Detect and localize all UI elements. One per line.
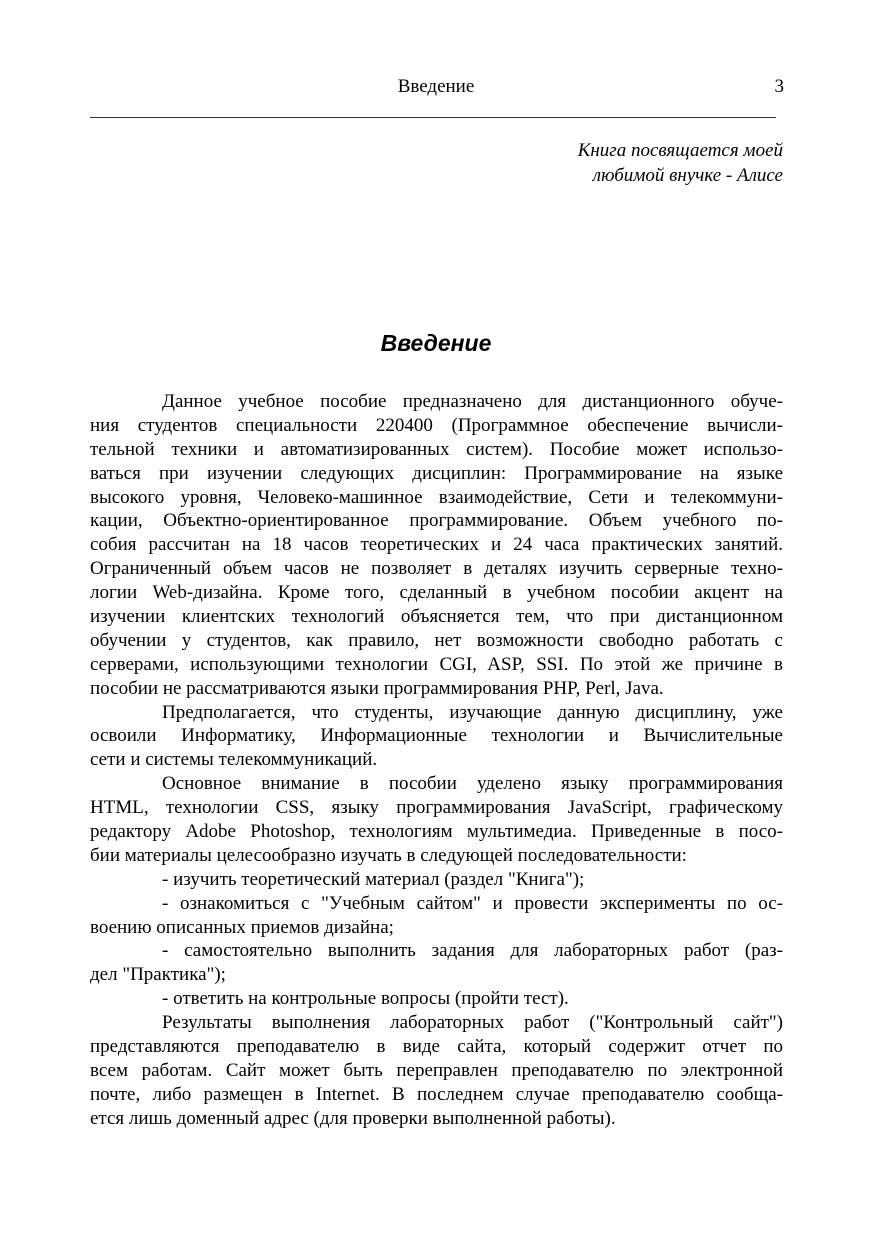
text-line: серверами, использующими технологии CGI, ASP, SSI. По этой же причине в xyxy=(90,653,783,675)
text-line: пособии не рассматриваются языки программирования PHP, Perl, Java. xyxy=(90,677,664,699)
page-number: 3 xyxy=(774,76,784,97)
text-line: обучении у студентов, как правило, нет возможности свободно работать с xyxy=(90,629,783,651)
text-line: бии материалы целесообразно изучать в следующей последовательности: xyxy=(90,844,687,866)
text-line: - ознакомиться с "Учебным сайтом" и провести эксперименты по ос- xyxy=(162,892,783,914)
text-line: Основное внимание в пособии уделено языку программирования xyxy=(162,773,783,795)
dedication-line: Книга посвящается моей xyxy=(577,140,783,161)
paragraph xyxy=(90,1011,783,1130)
text-line: всем работам. Сайт может быть переправлен преподавателю по электронной xyxy=(90,1059,783,1081)
paragraph xyxy=(90,772,783,868)
text-line: Результаты выполнения лабораторных работ ("Контрольный сайт") xyxy=(162,1012,783,1034)
paragraph xyxy=(90,390,783,701)
text-line: - изучить теоретический материал (раздел "Книга"); xyxy=(162,868,585,890)
text-line: ется лишь доменный адрес (для проверки выполненной работы). xyxy=(90,1107,616,1129)
text-line: Данное учебное пособие предназначено для дистанционного обуче- xyxy=(162,391,783,412)
text-line: освоили Информатику, Информационные технологии и Вычислительные xyxy=(90,725,783,747)
text-line: представляются преподавателю в виде сайта, который содержит отчет по xyxy=(90,1036,783,1058)
paragraph xyxy=(90,892,783,940)
text-line: - ответить на контрольные вопросы (пройти тест). xyxy=(162,988,569,1010)
text-line: Предполагается, что студенты, изучающие данную дисциплину, уже xyxy=(162,701,783,723)
running-header-title: Введение xyxy=(397,76,475,97)
text-line: ваться при изучении следующих дисциплин: Программирование на языке xyxy=(90,462,783,484)
text-line: почте, либо размещен в Internet. В последнем случае преподавателю сообща- xyxy=(90,1083,783,1105)
text-line: сети и системы телекоммуникаций. xyxy=(90,749,378,771)
paragraph xyxy=(90,701,783,773)
text-line: воению описанных приемов дизайна; xyxy=(90,916,394,938)
text-line: Ограниченный объем часов не позволяет в деталях изучить серверные техно- xyxy=(90,558,783,580)
dedication xyxy=(578,138,783,188)
body-text xyxy=(90,390,783,1131)
section-heading: Введение xyxy=(380,330,492,356)
text-line: логии Web-дизайна. Кроме того, сделанный в учебном пособии акцент на xyxy=(90,582,783,604)
text-line: дел "Практика"); xyxy=(90,964,226,986)
dedication-line: любимой внучке - Алисе xyxy=(592,165,783,186)
text-line: тельной техники и автоматизированных систем). Пособие может использо- xyxy=(90,438,783,460)
text-line: собия рассчитан на 18 часов теоретических и 24 часа практических занятий. xyxy=(90,534,783,556)
text-line: HTML, технологии CSS, языку программирования JavaScript, графическому xyxy=(90,797,783,819)
paragraph xyxy=(90,868,783,892)
text-line: - самостоятельно выполнить задания для лабораторных работ (раз- xyxy=(162,940,783,962)
text-line: редактору Adobe Photoshop, технологиям мультимедиа. Приведенные в посо- xyxy=(90,821,783,843)
text-line: высокого уровня, Человеко-машинное взаимодействие, Сети и телекоммуни- xyxy=(90,486,783,508)
paragraph xyxy=(90,939,783,987)
paragraph xyxy=(90,987,783,1011)
text-line: ния студентов специальности 220400 (Программное обеспечение вычисли- xyxy=(90,414,783,436)
text-line: изучении клиентских технологий объясняется тем, что при дистанционном xyxy=(90,606,783,628)
header-rule xyxy=(90,117,776,118)
text-line: кации, Объектно-ориентированное программирование. Объем учебного по- xyxy=(90,510,783,532)
